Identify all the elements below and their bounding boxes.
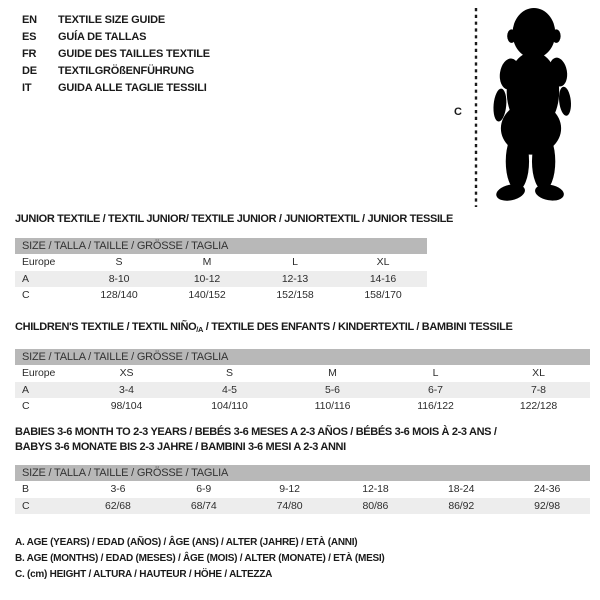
- size-cell: S: [115, 256, 123, 268]
- size-cell: 110/116: [314, 400, 351, 412]
- table-title-part: CHILDREN'S TEXTILE / TEXTIL NIÑO: [15, 321, 197, 333]
- size-cell: 6-7: [428, 383, 443, 396]
- row-label: B: [22, 483, 29, 495]
- row-label: A: [22, 383, 29, 396]
- size-cell: 86/92: [448, 499, 475, 512]
- size-cell: 140/152: [188, 289, 226, 301]
- size-cell: XL: [376, 256, 390, 268]
- language-code: FR: [22, 48, 37, 60]
- size-cell: 12-13: [281, 272, 309, 285]
- row-label: C: [22, 289, 30, 301]
- language-line-es: [22, 29, 210, 46]
- row-label: Europe: [22, 367, 56, 379]
- size-cell: 24-36: [533, 483, 561, 495]
- size-cell: 10-12: [193, 272, 221, 285]
- language-line-fr: [22, 46, 210, 63]
- language-code: EN: [22, 14, 37, 26]
- size-cell: 3-6: [110, 483, 126, 495]
- size-cell: 5-6: [325, 383, 340, 396]
- height-measure-label: C: [454, 106, 462, 118]
- size-cell: XL: [532, 367, 545, 379]
- language-line-it: [22, 80, 210, 97]
- children-textile-table: [15, 321, 590, 415]
- size-cell: 18-24: [448, 483, 475, 495]
- size-cell: 14-16: [369, 272, 397, 285]
- table-title: [15, 425, 590, 455]
- table-row: [15, 398, 590, 415]
- size-cell: 74/80: [276, 499, 303, 512]
- language-title: GUIDE DES TAILLES TEXTILE: [58, 48, 210, 60]
- size-cell: 3-4: [119, 383, 134, 396]
- size-cell: M: [202, 256, 212, 268]
- table-title-subscript: /A: [196, 325, 204, 334]
- size-cell: 92/98: [534, 499, 560, 512]
- footnote-height: C. (cm) HEIGHT / ALTURA / HAUTEUR / HÖHE / ALTEZZA: [15, 569, 273, 580]
- size-cell: 4-5: [222, 383, 237, 396]
- footnote-age-months: B. AGE (MONTHS) / EDAD (MESES) / ÂGE (MOIS) / ALTER (MONATE) / ETÀ (MESI): [15, 553, 385, 564]
- size-cell: 152/158: [276, 289, 314, 301]
- size-cell: 98/104: [110, 400, 143, 412]
- table-row: [15, 271, 427, 288]
- size-cell: L: [432, 367, 439, 379]
- table-title: [15, 321, 590, 336]
- size-cell: 62/68: [105, 499, 131, 512]
- size-header-bar: SIZE / TALLA / TAILLE / GRÖSSE / TAGLIA: [15, 349, 590, 365]
- size-cell: S: [226, 367, 233, 379]
- footnote-age-years: A. AGE (YEARS) / EDAD (AÑOS) / ÂGE (ANS) / ALTER (JAHRE) / ETÀ (ANNI): [15, 537, 358, 548]
- babies-textile-table: [15, 425, 590, 514]
- size-header-bar: SIZE / TALLA / TAILLE / GRÖSSE / TAGLIA: [15, 238, 427, 254]
- size-cell: 7-8: [531, 383, 546, 396]
- size-cell: M: [328, 367, 337, 379]
- row-label: Europe: [22, 256, 56, 268]
- size-cell: 8-10: [108, 272, 130, 285]
- size-cell: 116/122: [417, 400, 454, 412]
- size-cell: XS: [119, 367, 134, 379]
- junior-textile-table: [15, 213, 454, 304]
- size-cell: 9-12: [279, 483, 300, 495]
- row-label: C: [22, 499, 30, 512]
- size-cell: L: [292, 256, 298, 268]
- height-measure-dashed-line: [474, 8, 478, 212]
- size-cell: 128/140: [100, 289, 138, 301]
- table-title-line2: BABYS 3-6 MONATE BIS 2-3 JAHRE / BAMBINI 3-6 MESI A 2-3 ANNI: [15, 441, 346, 453]
- table-row: [15, 382, 590, 399]
- language-code: ES: [22, 31, 37, 43]
- legend-footnotes: [15, 535, 385, 583]
- language-title: TEXTILGRÖßENFÜHRUNG: [58, 65, 195, 77]
- table-title-line1: BABIES 3-6 MONTH TO 2-3 YEARS / BEBÉS 3-6 MESES A 2-3 AÑOS / BÉBÉS 3-6 MOIS À 2-3 ANS /: [15, 426, 497, 438]
- size-cell: 68/74: [190, 499, 217, 512]
- size-cell: 104/110: [211, 400, 248, 412]
- size-cell: 12-18: [362, 483, 389, 495]
- table-title: JUNIOR TEXTILE / TEXTIL JUNIOR/ TEXTILE JUNIOR / JUNIORTEXTIL / JUNIOR TESSILE: [15, 213, 454, 225]
- table-row: [15, 287, 427, 304]
- language-line-de: [22, 63, 210, 80]
- language-line-en: [22, 12, 210, 29]
- language-title: TEXTILE SIZE GUIDE: [58, 14, 166, 26]
- table-row: [15, 254, 427, 271]
- language-title-list: [22, 12, 210, 97]
- height-figure: [440, 0, 600, 215]
- language-title: GUÍA DE TALLAS: [58, 31, 147, 43]
- row-label: A: [22, 272, 29, 285]
- table-row: [15, 481, 590, 498]
- size-cell: 80/86: [362, 499, 389, 512]
- baby-silhouette-icon: [480, 6, 582, 215]
- language-title: GUIDA ALLE TAGLIE TESSILI: [58, 82, 207, 94]
- language-code: DE: [22, 65, 37, 77]
- size-cell: 158/170: [364, 289, 402, 301]
- table-row: [15, 365, 590, 382]
- row-label: C: [22, 400, 30, 412]
- size-cell: 6-9: [196, 483, 212, 495]
- table-row: [15, 498, 590, 515]
- table-title-part: / TEXTILE DES ENFANTS / KINDERTEXTIL / BAMBINI TESSILE: [203, 321, 513, 333]
- language-code: IT: [22, 82, 32, 94]
- size-header-bar: SIZE / TALLA / TAILLE / GRÖSSE / TAGLIA: [15, 465, 590, 481]
- size-cell: 122/128: [519, 400, 558, 412]
